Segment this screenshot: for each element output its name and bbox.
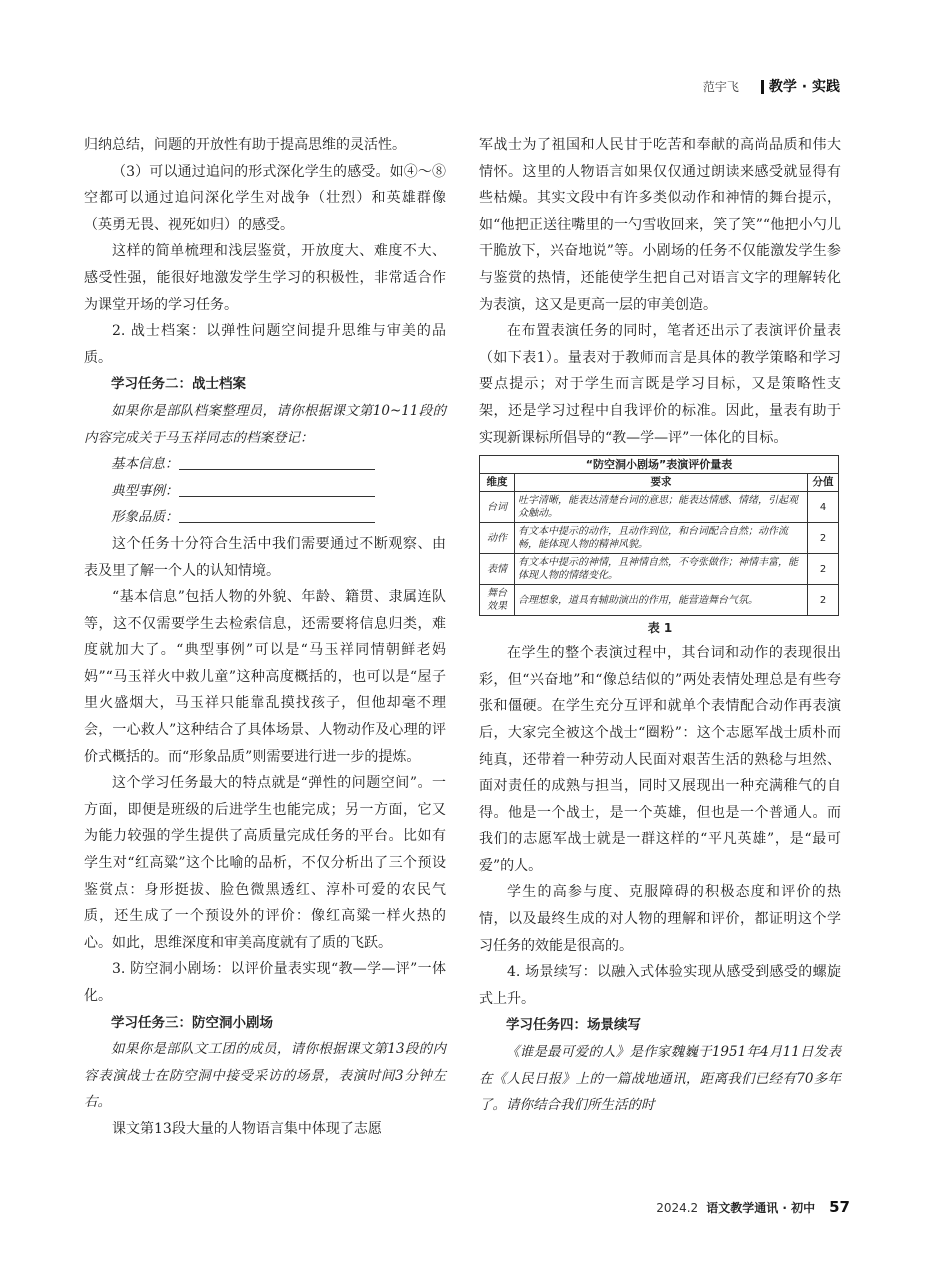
table-cell-requirement: 有文本中提示的动作，且动作到位，和台词配合自然；动作流畅，能体现人物的精神风貌。	[515, 523, 808, 554]
paragraph: 这个学习任务最大的特点就是“弹性的问题空间”。一方面，即便是班级的后进学生也能完成；另一方面，它又为能力较强的学生提供了高质量完成任务的平台。比如有学生对“红高粱”这个比喻的品析，不仅分析出了三个预设鉴赏点：身形挺拔、脸色微黑透红、淳朴可爱的农民气质，还生成了一个预设外的评价：像红高粱一样火热的心。如此，思维深度和审美高度就有了质的飞跃。	[84, 775, 446, 951]
form-field-label: 典型事例：	[111, 482, 179, 499]
journal-name: 语文教学通讯 · 初中	[706, 1201, 816, 1215]
paragraph: 课文第13段大量的人物语言集中体现了志愿	[112, 1120, 382, 1137]
table-row	[480, 585, 839, 616]
column-header: 维度	[480, 474, 515, 492]
form-field-image-quality	[84, 504, 446, 531]
task-description: 如果你是部队文工团的成员，请你根据课文第13段的内容表演战士在防空洞中接受采访的场景，表演时间3分钟左右。	[84, 1041, 446, 1111]
table-cell-score: 2	[808, 523, 839, 554]
evaluation-rubric-table	[479, 455, 839, 616]
task-heading: 学习任务三：防空洞小剧场	[111, 1014, 273, 1031]
column-header: 分值	[808, 474, 839, 492]
task-description: 如果你是部队档案整理员，请你根据课文第10~11段的内容完成关于马玉祥同志的档案登记：	[84, 402, 446, 446]
table-header-row	[480, 474, 839, 492]
table-title: “防空洞小剧场”表演评价量表	[479, 455, 839, 473]
page-number: 57	[829, 1198, 850, 1216]
table-cell-score: 2	[808, 585, 839, 616]
paragraph: 归纳总结，问题的开放性有助于提高思维的灵活性。	[84, 137, 406, 153]
issue-number: 2024.2	[656, 1201, 699, 1215]
form-blank-line	[179, 508, 375, 523]
section-title: 教学 · 实践	[761, 80, 840, 94]
table-cell-score: 2	[808, 554, 839, 585]
table-cell-dimension: 台词	[480, 492, 515, 523]
paragraph: 学生的高参与度、克服障碍的积极态度和评价的热情，以及最终生成的对人物的理解和评价，都证明这个学习任务的效能是很高的。	[479, 884, 841, 954]
table-cell-score: 4	[808, 492, 839, 523]
paragraph: 这样的简单梳理和浅层鉴赏，开放度大、难度不大、感受性强，能很好地激发学生学习的积极性，非常适合作为课堂开场的学习任务。	[84, 243, 446, 313]
section-heading: 3. 防空洞小剧场：以评价量表实现“教—学—评”一体化。	[84, 961, 446, 1004]
page-footer	[656, 1198, 850, 1216]
table-cell-requirement: 有文本中提示的神情，且神情自然，不夸张做作；神情丰富，能体现人物的情绪变化。	[515, 554, 808, 585]
paragraph: 这个任务十分符合生活中我们需要通过不断观察、由表及里了解一个人的认知情境。	[84, 535, 446, 579]
table-cell-dimension: 舞台效果	[480, 585, 515, 616]
section-heading: 2. 战士档案：以弹性问题空间提升思维与审美的品质。	[84, 323, 446, 366]
form-blank-line	[179, 455, 375, 470]
section-heading: 4. 场景续写：以融入式体验实现从感受到感受的螺旋式上升。	[479, 964, 841, 1007]
table-row	[480, 492, 839, 523]
column-header: 要求	[515, 474, 808, 492]
task-heading: 学习任务二：战士档案	[111, 376, 246, 393]
paragraph: “基本信息”包括人物的外貌、年龄、籍贯、隶属连队等，这不仅需要学生去检索信息，还需要将信息归类，难度就加大了。“典型事例”可以是“马玉祥同情朝鲜老妈妈”“马玉祥火中救儿童”这种高度概括的，也可以是“屋子里火盛烟大，马玉祥只能靠乱摸找孩子，但他却毫不理会，一心救人”这种结合了具体场景、人物动作及心理的评价式概括的。而“形象品质”则需要进行进一步的提炼。	[84, 589, 446, 765]
form-field-typical-example	[84, 478, 446, 505]
page-header	[703, 78, 840, 95]
paragraph: 在布置表演任务的同时，笔者还出示了表演评价量表（如下表1）。量表对于教师而言是具体的教学策略和学习要点提示；对于学生而言既是学习目标，又是策略性支架，还是学习过程中自我评价的标准。因此，量表有助于实现新课标所倡导的“教—学—评”一体化的目标。	[479, 323, 841, 446]
left-column	[84, 132, 446, 1143]
table-row	[480, 523, 839, 554]
task-description: 《谁是最可爱的人》是作家魏巍于1951年4月11日发表在《人民日报》上的一篇战地通讯，距离我们已经有70多年了。请你结合我们所生活的时	[479, 1044, 841, 1114]
form-blank-line	[179, 482, 375, 497]
table-cell-requirement: 合理想象，道具有辅助演出的作用，能营造舞台气氛。	[515, 585, 808, 616]
table-cell-requirement: 吐字清晰，能表达清楚台词的意思；能表达情感、情绪，引起观众触动。	[515, 492, 808, 523]
table-caption: 表 1	[647, 621, 673, 636]
right-column	[479, 132, 841, 1119]
paragraph: （3）可以通过追问的形式深化学生的感受。如④～⑧空都可以通过追问深化学生对战争（壮烈）和英雄群像（英勇无畏、视死如归）的感受。	[84, 163, 446, 233]
table-row	[480, 554, 839, 585]
paragraph: 在学生的整个表演过程中，其台词和动作的表现很出彩，但“兴奋地”和“像总结似的”两处表情处理总是有些夸张和僵硬。在学生充分互评和就单个表情配合动作再表演后，大家完全被这个战士“圈粉”：这个志愿军战士质朴而纯真，还带着一种劳动人民面对艰苦生活的熟稔与坦然、面对责任的成熟与担当，同时又展现出一种充满稚气的自得。他是一个战士，是一个英雄，但也是一个普通人。而我们的志愿军战士就是一群这样的“平凡英雄”，是“最可爱”的人。	[479, 645, 841, 874]
table-cell-dimension: 动作	[480, 523, 515, 554]
form-field-basic-info	[84, 451, 446, 478]
form-field-label: 基本信息：	[111, 456, 179, 473]
table-cell-dimension: 表情	[480, 554, 515, 585]
author-name: 范宇飞	[702, 80, 739, 94]
paragraph: 军战士为了祖国和人民甘于吃苦和奉献的高尚品质和伟大情怀。这里的人物语言如果仅仅通过朗读来感受就显得有些枯燥。其实文段中有许多类似动作和神情的舞台提示，如“他把正送往嘴里的一勺雪收回来，笑了笑”“他把小勺儿干脆放下，兴奋地说”等。小剧场的任务不仅能激发学生参与鉴赏的热情，还能使学生把自己对语言文字的理解转化为表演，这又是更高一层的审美创造。	[479, 137, 841, 313]
form-field-label: 形象品质：	[111, 509, 179, 526]
task-heading: 学习任务四：场景续写	[506, 1017, 641, 1034]
